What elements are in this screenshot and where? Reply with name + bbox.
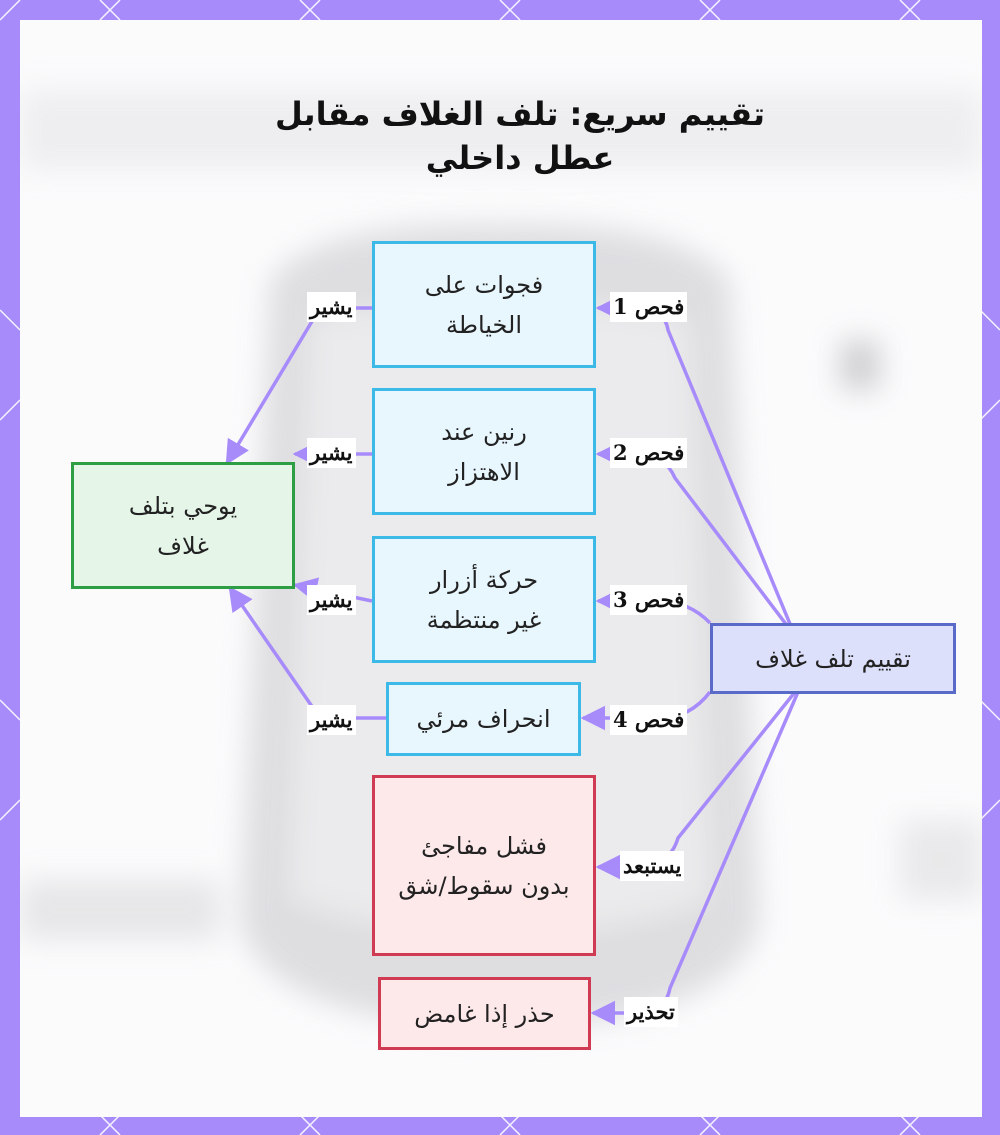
node-suggests-shell-damage: يوحي بتلف غلاف [71, 462, 295, 589]
edge-label-check3: فحص 3 [610, 585, 687, 615]
edge-label-excludes: يستبعد [620, 851, 684, 881]
diagram-canvas [20, 20, 982, 1117]
diagram-title: تقييم سريع: تلف الغلاف مقابل عطل داخلي [274, 95, 765, 177]
node-visible-warp: انحراف مرئي [386, 682, 581, 756]
node-erratic-buttons: حركة أزرار غير منتظمة [372, 536, 596, 663]
node-caution: حذر إذا غامض [378, 977, 591, 1050]
edge-label-check4: فحص 4 [610, 705, 687, 735]
node-rattle: رنين عند الاهتزاز [372, 388, 596, 515]
edge-label-check1: فحص 1 [610, 292, 687, 322]
edge-label-indicates1: يشير [307, 292, 356, 322]
edge-label-check2: فحص 2 [610, 438, 687, 468]
node-sudden-failure: فشل مفاجئ بدون سقوط/شق [372, 775, 596, 956]
node-assess-shell-damage: تقييم تلف غلاف [710, 623, 956, 694]
edge-label-indicates2: يشير [307, 438, 356, 468]
edge-label-indicates4: يشير [307, 705, 356, 735]
edge-label-indicates3: يشير [307, 585, 356, 615]
node-seam-gaps: فجوات على الخياطة [372, 241, 596, 368]
edge-label-warning: تحذير [624, 997, 678, 1027]
